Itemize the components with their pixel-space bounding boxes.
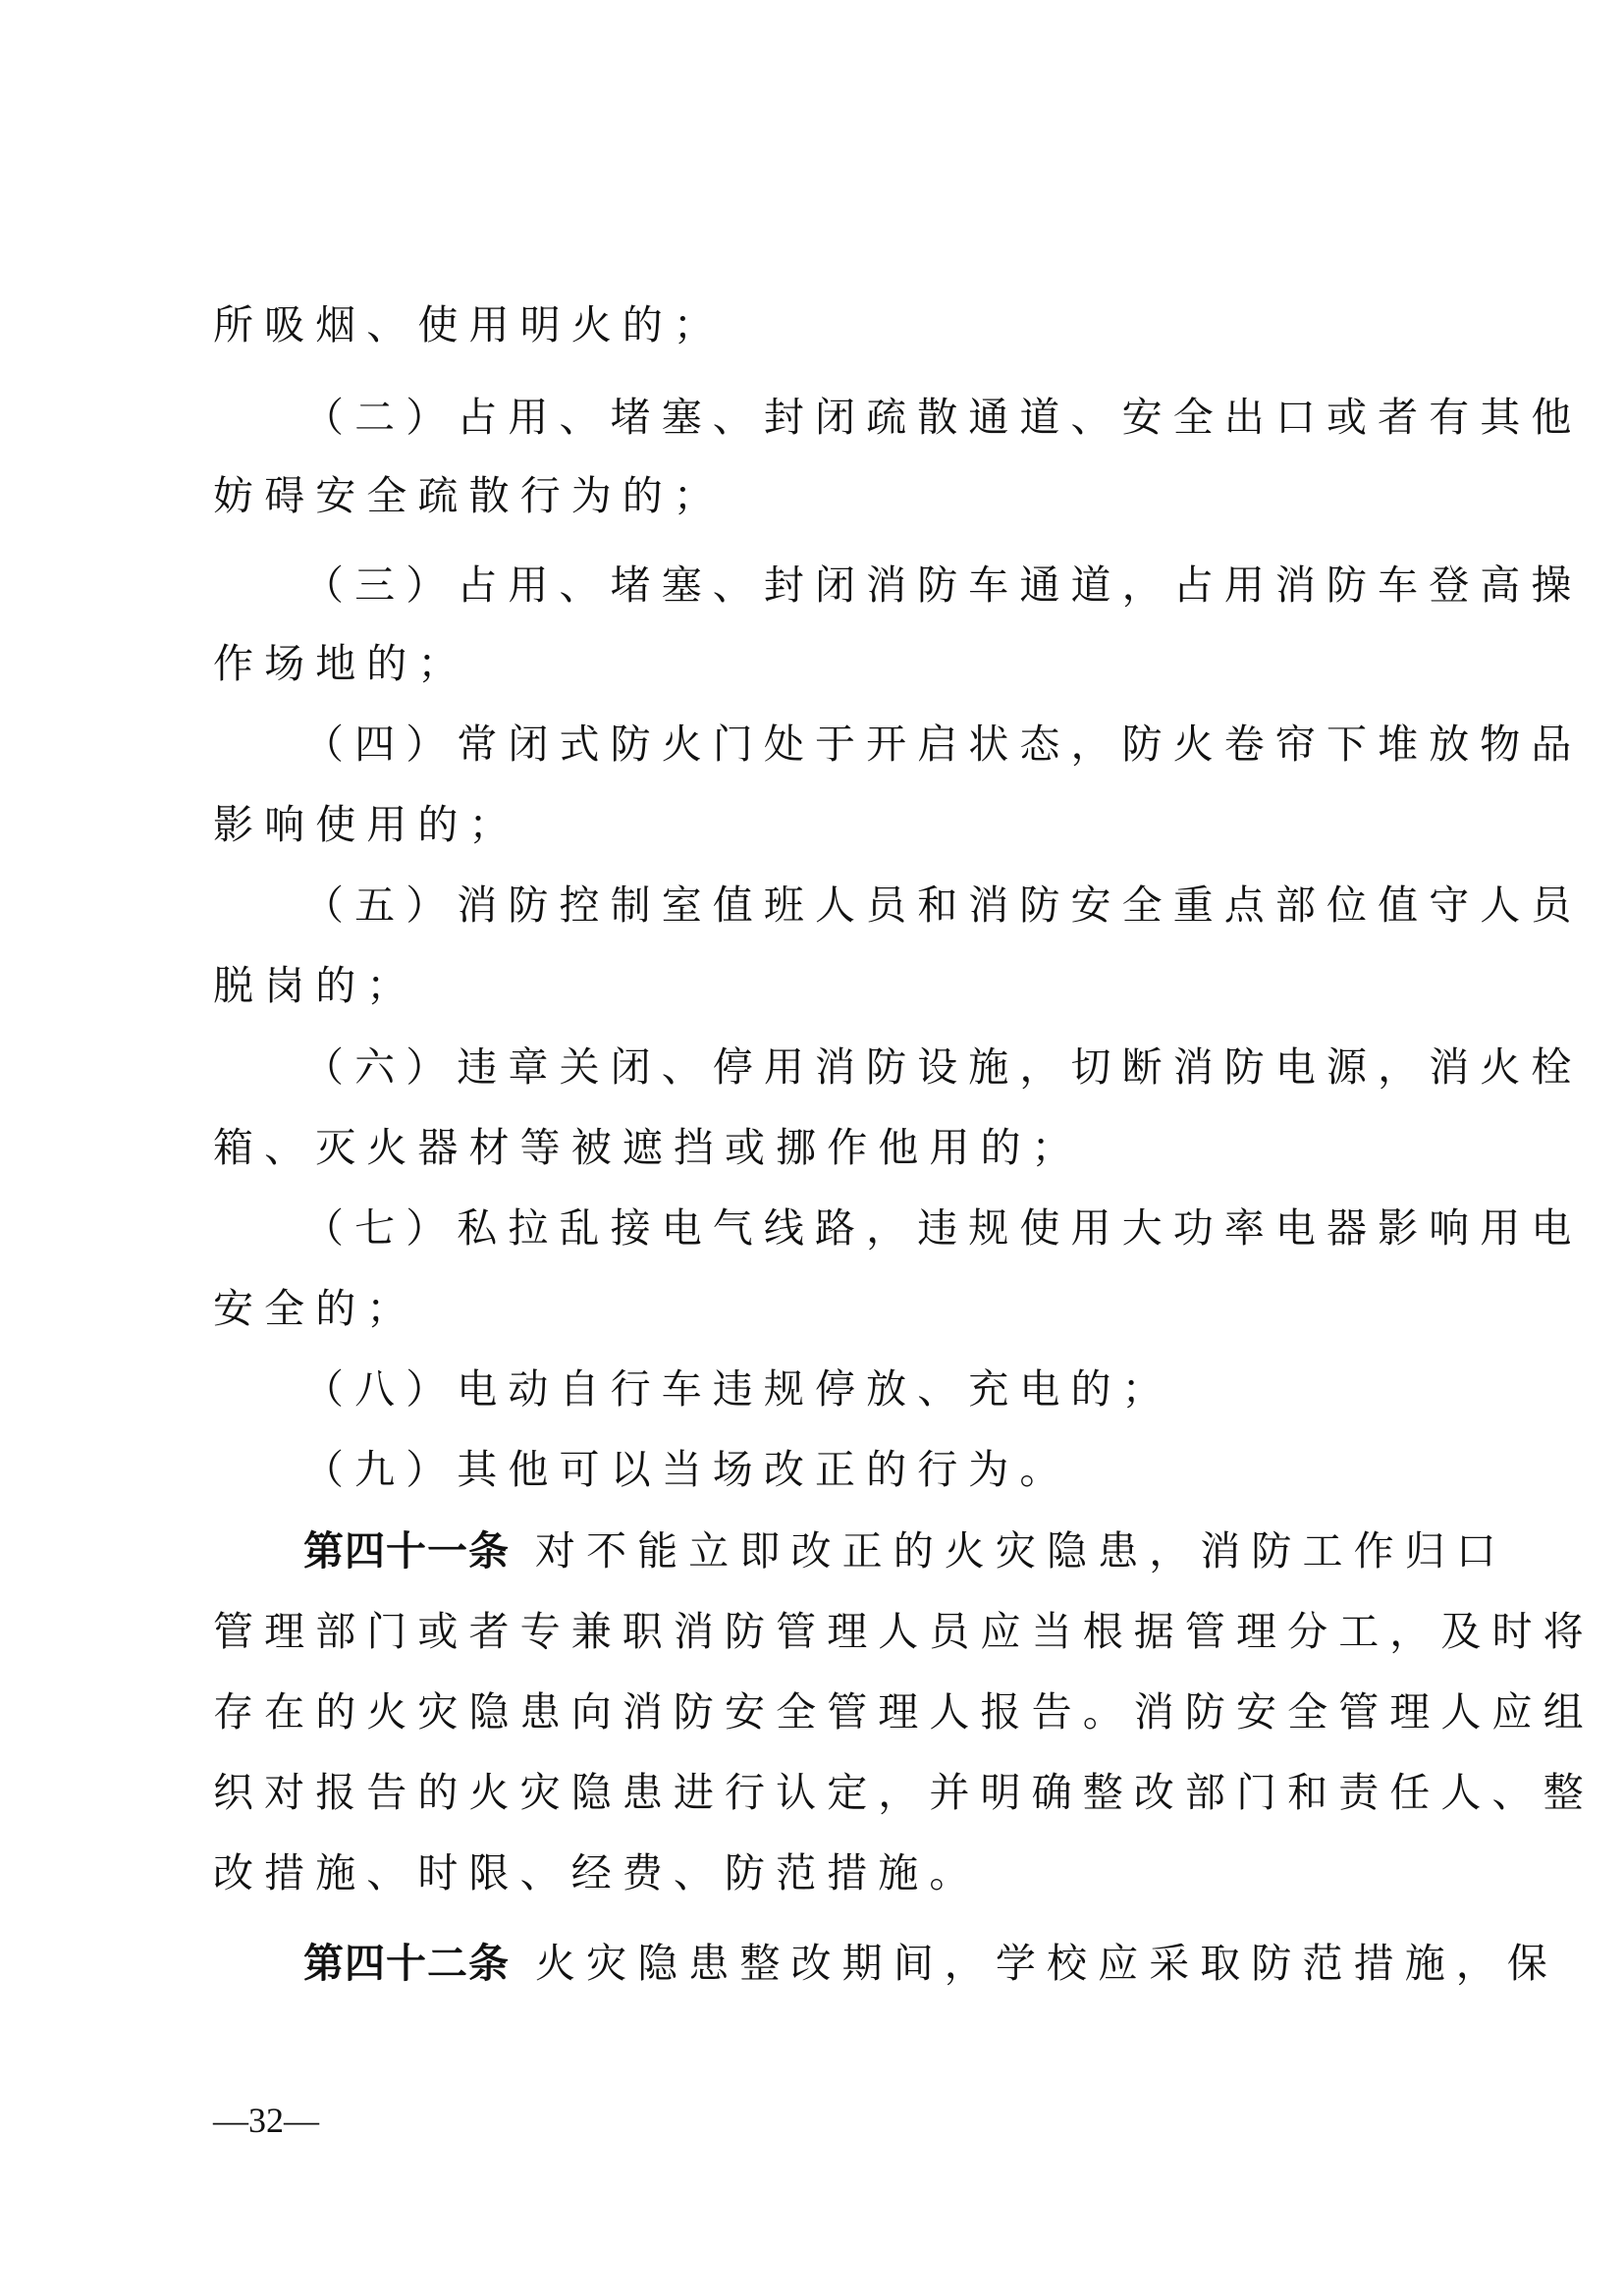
article-42-first-line: [303, 1936, 1558, 1991]
body-text-line: 作场地的；: [213, 640, 469, 687]
list-item-7: （七）私拉乱接电气线路，违规使用大功率电器影响用电: [303, 1204, 1583, 1252]
list-item-9: （九）其他可以当场改正的行为。: [303, 1446, 1071, 1493]
article-41-heading: 第四十一条: [303, 1527, 510, 1575]
list-item-3: （三）占用、堵塞、封闭消防车通道，占用消防车登高操: [303, 561, 1583, 609]
body-text-line: 安全的；: [213, 1285, 418, 1332]
body-text-line: 妨碍安全疏散行为的；: [213, 472, 725, 519]
body-text-line: 箱、灭火器材等被遮挡或挪作他用的；: [213, 1124, 1083, 1171]
article-41-text: 对不能立即改正的火灾隐患，消防工作归口: [535, 1527, 1507, 1575]
list-item-4: （四）常闭式防火门处于开启状态，防火卷帘下堆放物品: [303, 721, 1583, 768]
page-number: —32—: [213, 2101, 319, 2140]
body-text-line: 管理部门或者专兼职消防管理人员应当根据管理分工，及时将: [213, 1608, 1595, 1655]
article-42-text: 火灾隐患整改期间，学校应采取防范措施，保: [535, 1940, 1558, 1987]
list-item-2: （二）占用、堵塞、封闭疏散通道、安全出口或者有其他: [303, 394, 1583, 441]
body-text-line: 存在的火灾隐患向消防安全管理人报告。消防安全管理人应组: [213, 1688, 1595, 1735]
article-42-heading: 第四十二条: [303, 1940, 510, 1987]
list-item-6: （六）违章关闭、停用消防设施，切断消防电源，消火栓: [303, 1043, 1583, 1091]
body-text-line: 影响使用的；: [213, 801, 520, 848]
article-41-first-line: [303, 1523, 1507, 1578]
body-text-line: 改措施、时限、经费、防范措施。: [213, 1849, 981, 1896]
list-item-5: （五）消防控制室值班人员和消防安全重点部位值守人员: [303, 881, 1583, 929]
body-text-line: 所吸烟、使用明火的；: [213, 301, 725, 348]
list-item-8: （八）电动自行车违规停放、充电的；: [303, 1365, 1173, 1413]
body-text-line: 脱岗的；: [213, 962, 418, 1009]
body-text-line: 织对报告的火灾隐患进行认定，并明确整改部门和责任人、整: [213, 1769, 1595, 1816]
